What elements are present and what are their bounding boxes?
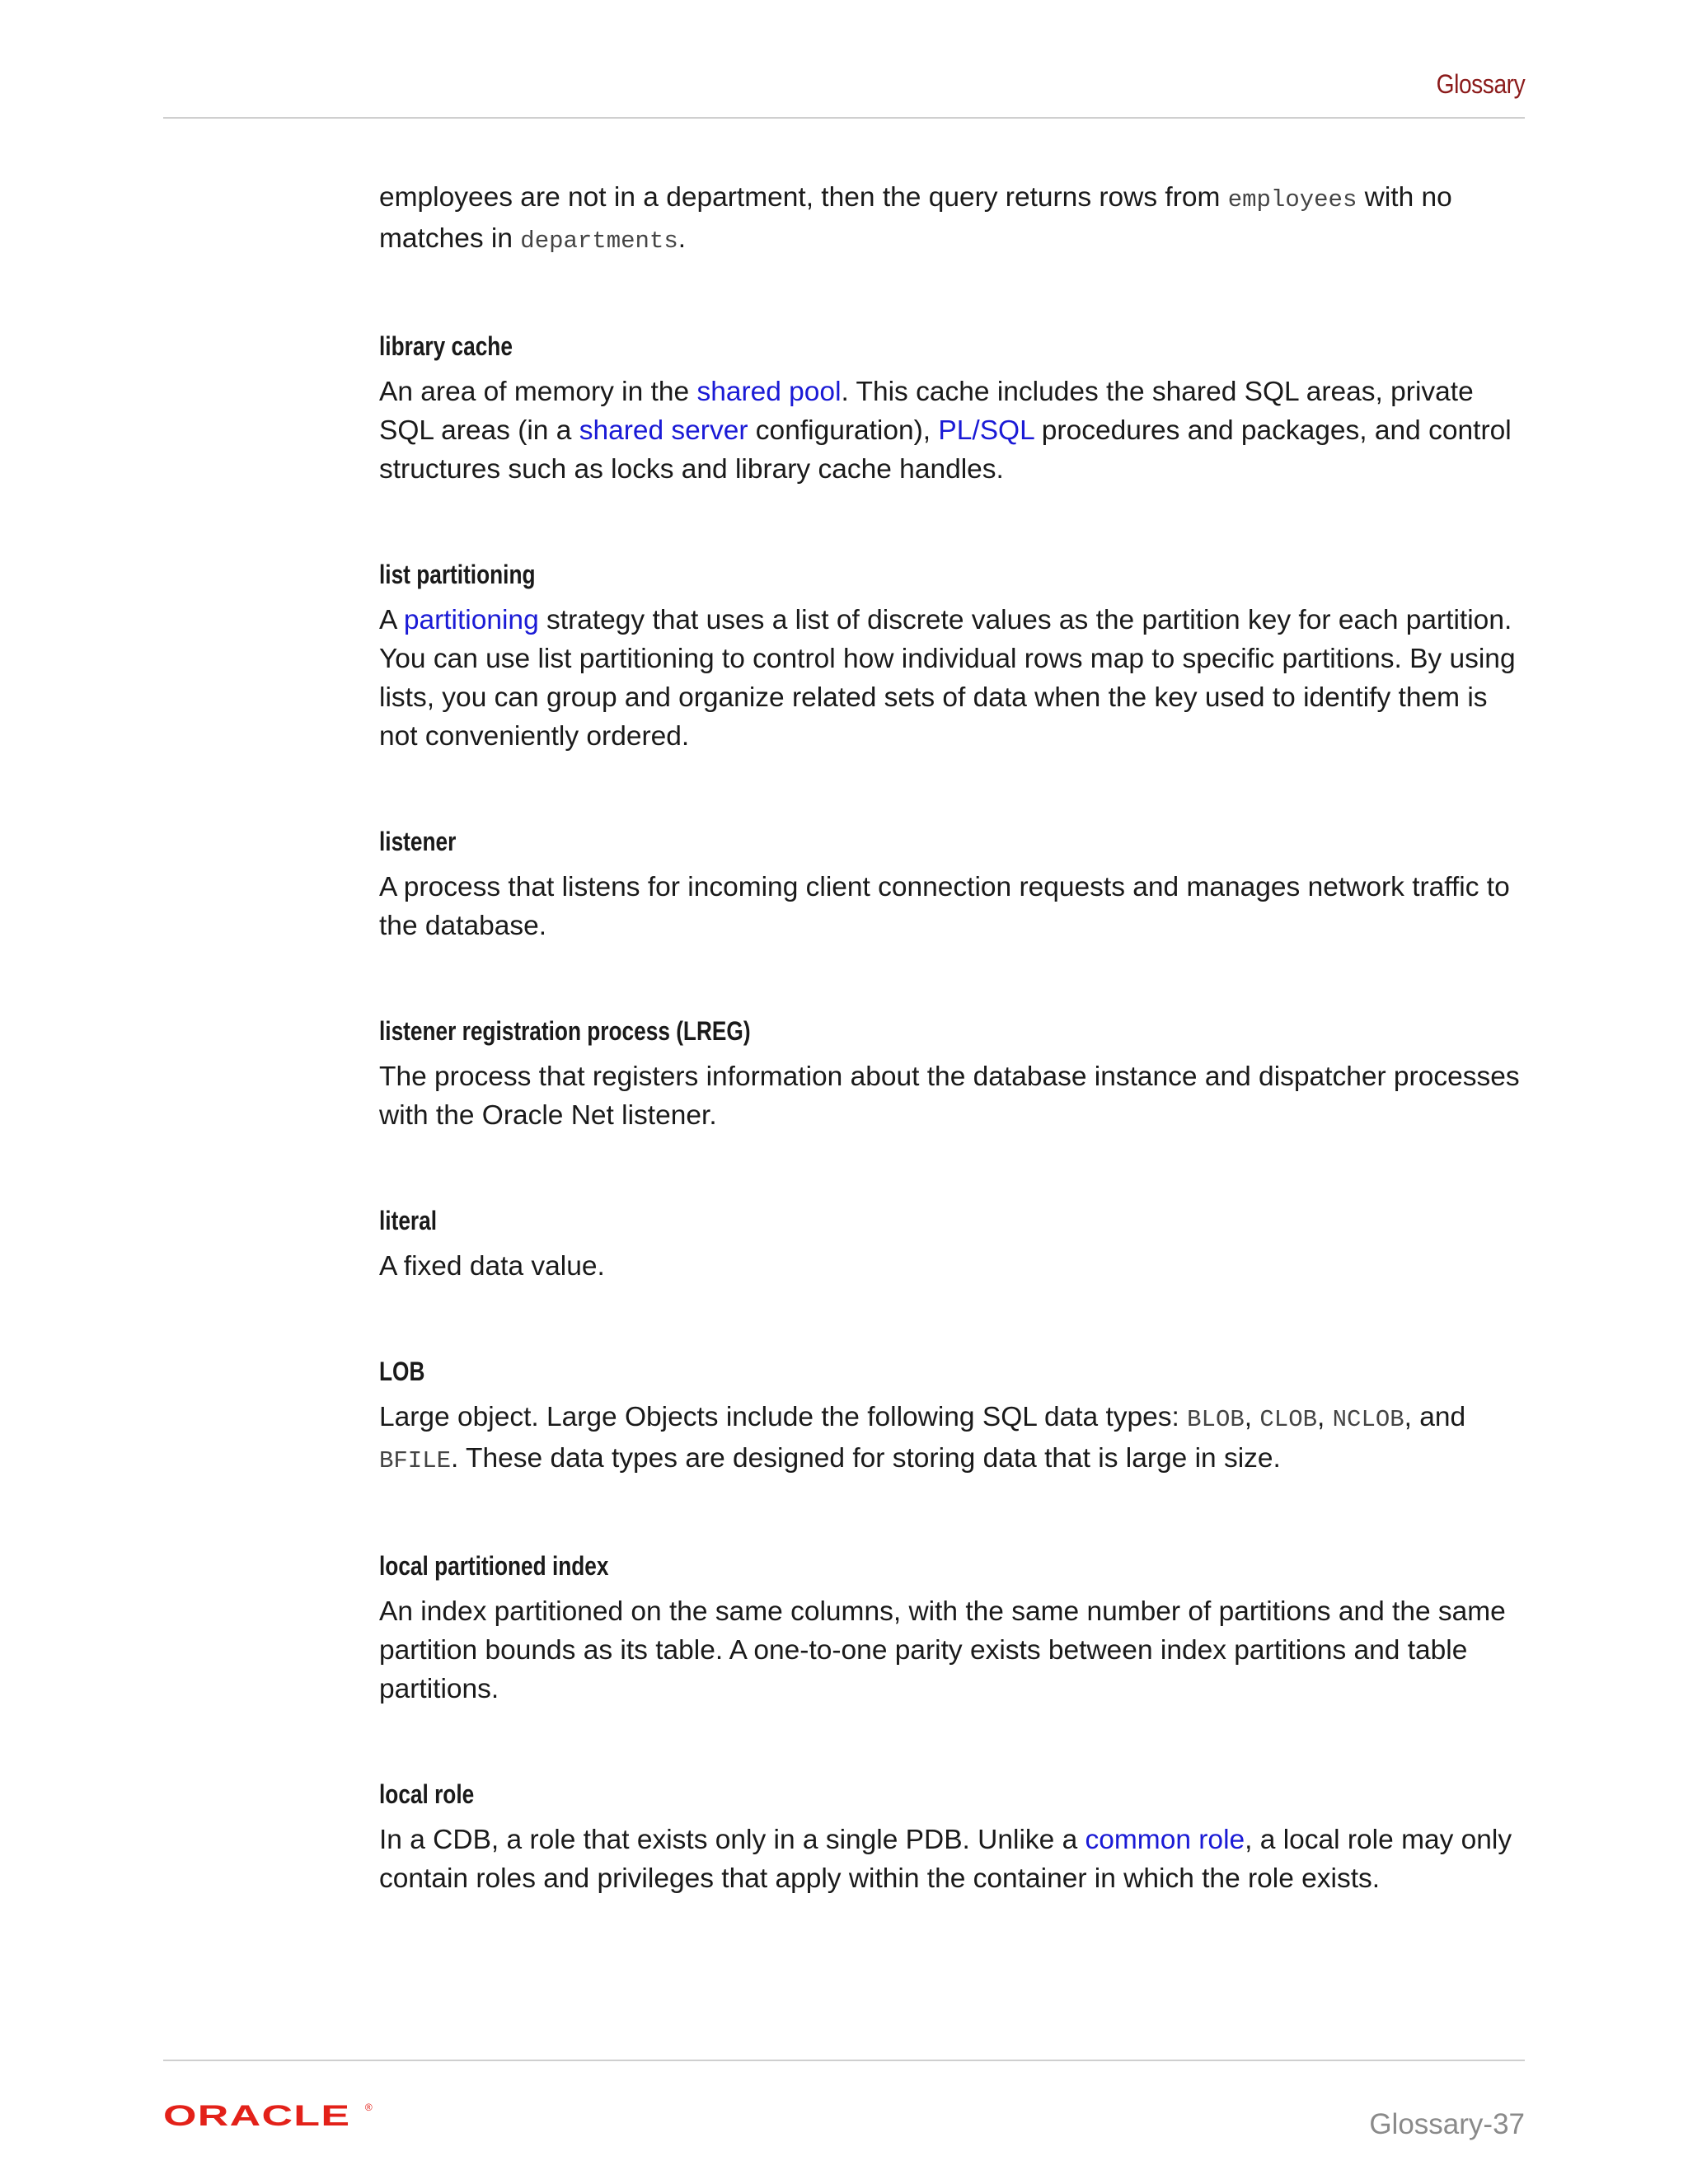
glossary-content	[379, 178, 1525, 1898]
term-definition: A fixed data value.	[379, 1251, 605, 1282]
entry-list-partitioning	[379, 558, 1525, 756]
entry-library-cache	[379, 330, 1525, 489]
term-definition: The process that registers information about the database instance and dispatcher processes with the Oracle Net listener.	[379, 1062, 1520, 1131]
term-heading: listener	[379, 827, 457, 856]
term-heading: literal	[379, 1206, 438, 1235]
running-header: Glossary	[1436, 69, 1525, 99]
term-definition: A partitioning strategy that uses a list of discrete values as the partition key for each partition. You can use list partitioning to control how individual rows map to specific partitions. By using lists, you can group and organize related sets of data when the key used to identify them is not conveniently ordered.	[379, 605, 1516, 752]
link-shared-server[interactable]: shared server	[579, 415, 748, 446]
oracle-logo	[163, 2100, 373, 2137]
link-shared-pool[interactable]: shared pool	[696, 377, 842, 407]
entry-lob	[379, 1355, 1525, 1480]
code-clob: CLOB	[1259, 1406, 1318, 1433]
term-definition: A process that listens for incoming client connection requests and manages network traffic to the database.	[379, 872, 1510, 941]
code-departments: departments	[520, 227, 678, 255]
term-definition: An index partitioned on the same columns, with the same number of partitions and the same partition bounds as its table. A one-to-one parity exists between index partitions and table partitions.	[379, 1596, 1506, 1704]
entry-listener-registration-process	[379, 1015, 1525, 1135]
page-number: Glossary-37	[1369, 2108, 1525, 2140]
entry-local-partitioned-index	[379, 1549, 1525, 1708]
term-heading: local partitioned index	[379, 1551, 609, 1581]
term-definition: In a CDB, a role that exists only in a single PDB. Unlike a common role, a local role may only contain roles and privileges that apply within the container in which the role exists.	[379, 1825, 1512, 1894]
code-employees: employees	[1227, 186, 1357, 213]
term-heading: local role	[379, 1779, 475, 1809]
term-heading: LOB	[379, 1357, 425, 1386]
entry-local-role	[379, 1778, 1525, 1898]
link-plsql[interactable]: PL/SQL	[938, 415, 1034, 446]
entry-literal	[379, 1204, 1525, 1286]
code-bfile: BFILE	[379, 1447, 452, 1474]
term-heading: list partitioning	[379, 560, 536, 589]
footer-divider	[163, 2060, 1525, 2061]
term-definition: An area of memory in the shared pool. This cache includes the shared SQL areas, private SQL areas (in a shared server configuration), PL/SQL procedures and packages, and control structures such as locks and library cache handles.	[379, 377, 1512, 485]
term-heading: listener registration process (LREG)	[379, 1016, 751, 1046]
header-divider	[163, 117, 1525, 119]
code-nclob: NCLOB	[1332, 1406, 1404, 1433]
oracle-logo-wordmark: ORACLE	[163, 2100, 351, 2132]
continued-paragraph: employees are not in a department, then the query returns rows from employees with no matches in departments.	[379, 182, 1452, 255]
entry-listener	[379, 825, 1525, 945]
link-common-role[interactable]: common role	[1085, 1825, 1245, 1855]
code-blob: BLOB	[1187, 1406, 1245, 1433]
term-heading: library cache	[379, 331, 513, 361]
registered-mark-icon: ®	[364, 2102, 373, 2113]
term-definition: Large object. Large Objects include the following SQL data types: BLOB, CLOB, NCLOB, and BFILE. These data types are designed for storing data that is large in size.	[379, 1402, 1466, 1474]
link-partitioning[interactable]: partitioning	[403, 605, 539, 635]
